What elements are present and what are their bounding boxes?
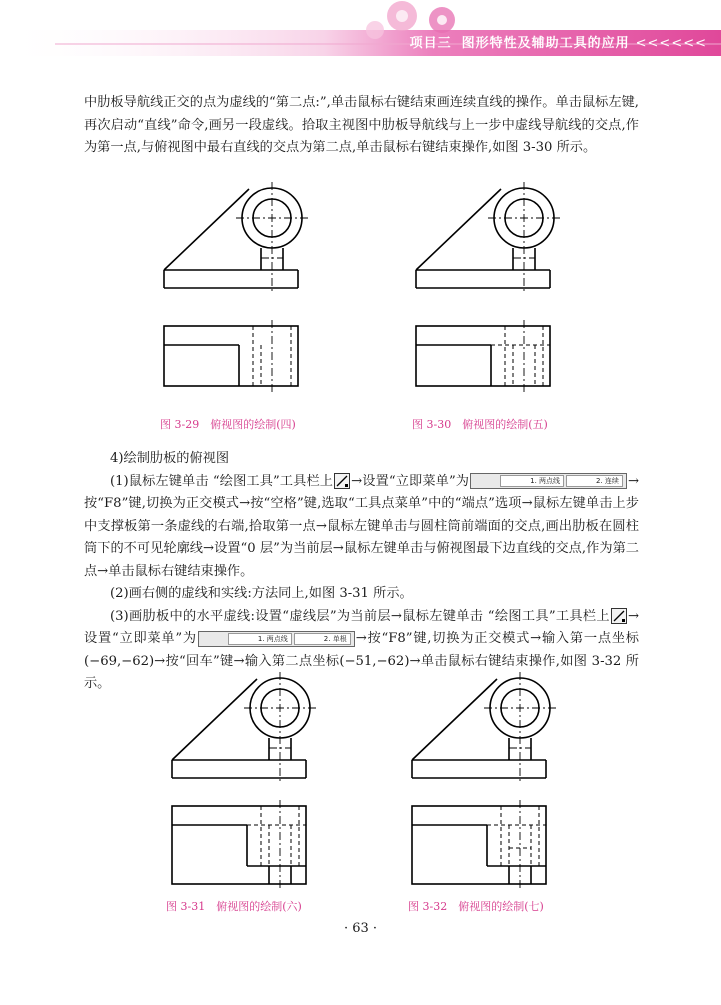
menu-2-field-1[interactable]: 1. 两点线	[228, 633, 292, 645]
menu-2-field-2[interactable]: 2. 单根	[294, 633, 351, 645]
section-paragraphs	[84, 448, 639, 696]
figure-3-29	[150, 182, 315, 400]
figure-3-30	[402, 182, 567, 400]
figure-3-32	[398, 672, 563, 890]
line-tool-icon[interactable]	[611, 608, 627, 624]
immediate-menu-1[interactable]	[470, 473, 627, 489]
caption-3-31: 图 3-31 俯视图的绘制(六)	[166, 900, 302, 913]
caption-3-32: 图 3-32 俯视图的绘制(七)	[408, 900, 544, 913]
step-3-text-a: (3)画肋板中的水平虚线:设置“虚线层”为当前层→鼠标左键单击 “绘图工具”工具栏上	[110, 608, 610, 624]
header-chevrons: <<<<<<	[635, 36, 707, 51]
step-1-text-c: →按“F8”键,切换为正交模式→按“空格”键,选取“工具点菜单”中的“端点”选项→鼠标左键单击上步中支撑板第一条虚线的右端,拾取第一点→鼠标左键单击与圆柱筒前端面的交点,画出肋板在圆柱筒下的不可见轮廓线→设置“0 层”为当前层→鼠标左键单击与俯视图最下边直线的交点,作为第二点→单击鼠标右键结束操作。	[84, 473, 639, 579]
step-1-text-a: (1)鼠标左键单击 “绘图工具”工具栏上	[110, 473, 334, 489]
step-3-text-c: →按“F8”键,切换为正交模式→输入第一点坐标(−69,−62)→按“回车”键→输入第二点坐标(−51,−62)→单击鼠标右键结束操作,如图 3-32 所示。	[84, 631, 639, 691]
step-3-text-b: →设置“立即菜单”为	[84, 608, 639, 646]
section-heading: 4)绘制肋板的俯视图	[110, 451, 230, 466]
header-chapter-title: 图形特性及辅助工具的应用	[461, 36, 630, 51]
step-1-text-b: →设置“立即菜单”为	[351, 473, 470, 489]
step-1	[84, 471, 639, 584]
line-tool-icon[interactable]	[334, 473, 350, 489]
caption-3-29: 图 3-29 俯视图的绘制(四)	[160, 418, 296, 431]
menu-1-field-1[interactable]: 1. 两点线	[500, 475, 564, 487]
figure-3-31	[158, 672, 323, 890]
page-header	[0, 0, 721, 58]
menu-1-field-2[interactable]: 2. 连续	[566, 475, 623, 487]
intro-text: 中肋板导航线正交的点为虚线的“第二点:”,单击鼠标右键结束画连续直线的操作。单击鼠标左键,再次启动“直线”命令,画另一段虚线。拾取主视图中肋板导航线与上一步中虚线导航线的交点,作为第一点,与俯视图中最右直线的交点为第二点,单击鼠标右键结束操作,如图 3-30 所示。	[84, 95, 639, 155]
header-title	[410, 34, 707, 54]
caption-3-30: 图 3-30 俯视图的绘制(五)	[412, 418, 548, 431]
immediate-menu-2[interactable]	[198, 631, 355, 647]
intro-paragraph	[84, 92, 639, 160]
header-project-label: 项目三	[409, 36, 452, 51]
step-2: (2)画右侧的虚线和实线:方法同上,如图 3-31 所示。	[110, 586, 413, 601]
page-number: · 63 ·	[343, 921, 378, 936]
